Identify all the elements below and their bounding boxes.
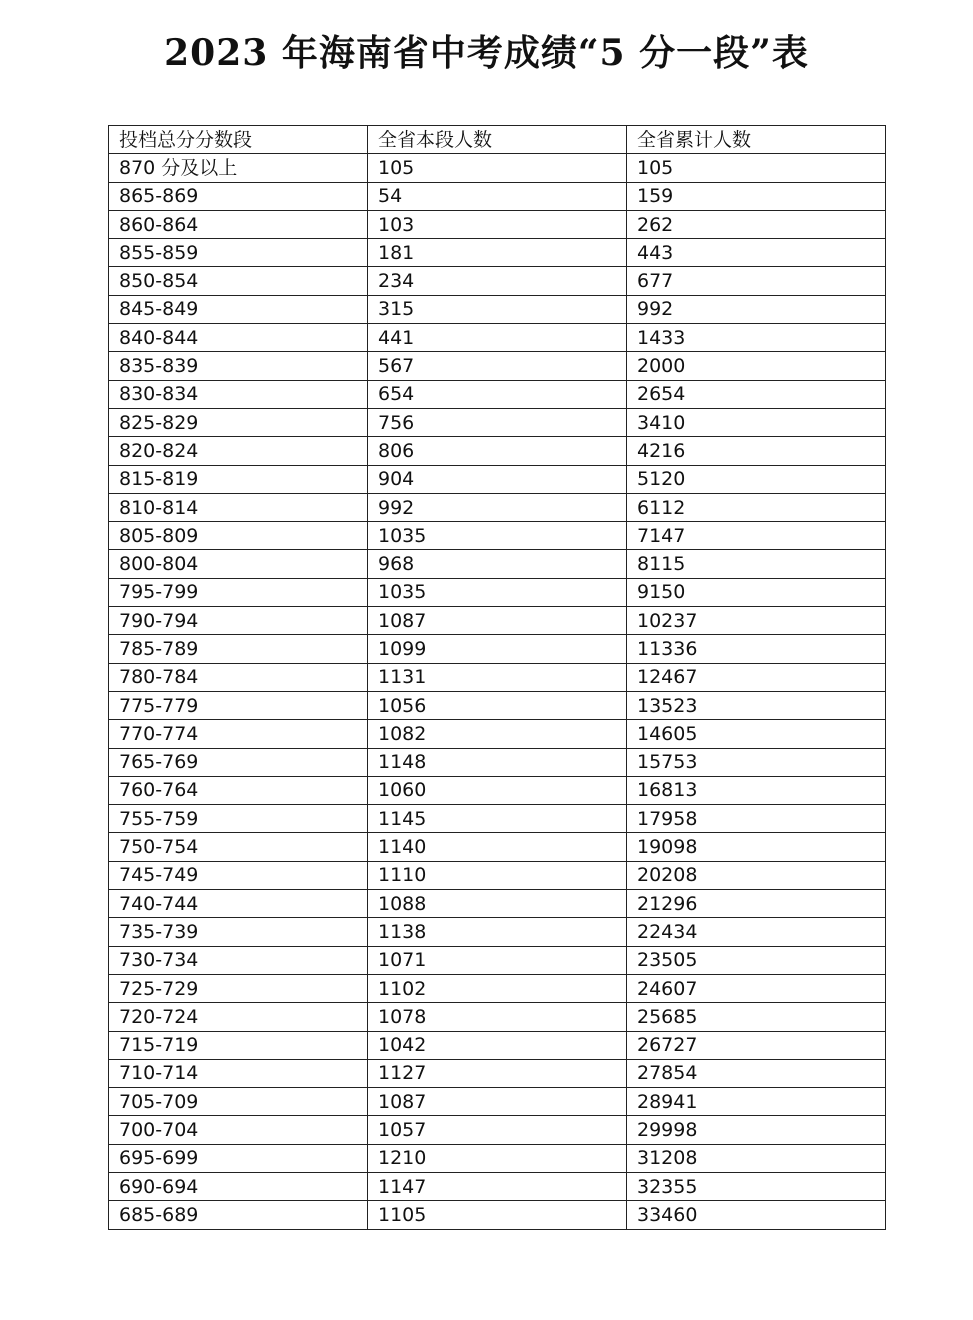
table-row (109, 833, 886, 861)
segment-count-cell: 756 (368, 408, 627, 436)
segment-count-cell: 1131 (368, 663, 627, 691)
table-row (109, 805, 886, 833)
segment-count-cell: 1056 (368, 691, 627, 719)
table-row (109, 861, 886, 889)
table-row (109, 380, 886, 408)
table-row (109, 324, 886, 352)
cumulative-count-cell: 25685 (627, 1003, 886, 1031)
cumulative-count-cell: 262 (627, 210, 886, 238)
table-row (109, 522, 886, 550)
score-range-cell: 785-789 (109, 635, 368, 663)
score-range-cell: 700-704 (109, 1116, 368, 1144)
cumulative-count-cell: 33460 (627, 1201, 886, 1229)
score-range-cell: 690-694 (109, 1172, 368, 1200)
cumulative-count-cell: 5120 (627, 465, 886, 493)
segment-count-cell: 1110 (368, 861, 627, 889)
table-row (109, 267, 886, 295)
cumulative-count-cell: 159 (627, 182, 886, 210)
cumulative-count-cell: 10237 (627, 607, 886, 635)
segment-count-cell: 1087 (368, 607, 627, 635)
cumulative-count-cell: 15753 (627, 748, 886, 776)
segment-count-cell: 904 (368, 465, 627, 493)
segment-count-cell: 1087 (368, 1088, 627, 1116)
segment-count-cell: 234 (368, 267, 627, 295)
segment-count-cell: 654 (368, 380, 627, 408)
segment-count-cell: 1140 (368, 833, 627, 861)
table-body (109, 154, 886, 1229)
table-row (109, 1172, 886, 1200)
table-row (109, 974, 886, 1002)
score-range-cell: 750-754 (109, 833, 368, 861)
cumulative-count-cell: 8115 (627, 550, 886, 578)
score-range-cell: 860-864 (109, 210, 368, 238)
cumulative-count-cell: 4216 (627, 437, 886, 465)
cumulative-count-cell: 21296 (627, 890, 886, 918)
cumulative-count-cell: 24607 (627, 974, 886, 1002)
score-range-cell: 780-784 (109, 663, 368, 691)
table-row (109, 352, 886, 380)
cumulative-count-cell: 6112 (627, 493, 886, 521)
segment-count-cell: 1082 (368, 720, 627, 748)
table-row (109, 1088, 886, 1116)
cumulative-count-cell: 29998 (627, 1116, 886, 1144)
score-range-cell: 745-749 (109, 861, 368, 889)
score-range-cell: 695-699 (109, 1144, 368, 1172)
header-segment-count: 全省本段人数 (368, 126, 627, 154)
score-range-cell: 705-709 (109, 1088, 368, 1116)
cumulative-count-cell: 2654 (627, 380, 886, 408)
table-row (109, 493, 886, 521)
score-range-cell: 725-729 (109, 974, 368, 1002)
score-table (108, 125, 886, 1230)
table-row (109, 748, 886, 776)
cumulative-count-cell: 28941 (627, 1088, 886, 1116)
cumulative-count-cell: 9150 (627, 578, 886, 606)
cumulative-count-cell: 12467 (627, 663, 886, 691)
table-row (109, 1003, 886, 1031)
score-range-cell: 710-714 (109, 1059, 368, 1087)
score-range-cell: 865-869 (109, 182, 368, 210)
score-range-cell: 830-834 (109, 380, 368, 408)
header-cumulative-count: 全省累计人数 (627, 126, 886, 154)
cumulative-count-cell: 26727 (627, 1031, 886, 1059)
table-row (109, 691, 886, 719)
score-range-cell: 740-744 (109, 890, 368, 918)
score-range-cell: 840-844 (109, 324, 368, 352)
segment-count-cell: 1102 (368, 974, 627, 1002)
table-row (109, 1031, 886, 1059)
table-row (109, 720, 886, 748)
score-range-cell: 835-839 (109, 352, 368, 380)
cumulative-count-cell: 14605 (627, 720, 886, 748)
segment-count-cell: 1099 (368, 635, 627, 663)
table-row (109, 239, 886, 267)
segment-count-cell: 968 (368, 550, 627, 578)
score-range-cell: 825-829 (109, 408, 368, 436)
score-range-cell: 755-759 (109, 805, 368, 833)
cumulative-count-cell: 11336 (627, 635, 886, 663)
table-row (109, 182, 886, 210)
segment-count-cell: 1088 (368, 890, 627, 918)
header-score-range: 投档总分分数段 (109, 126, 368, 154)
cumulative-count-cell: 17958 (627, 805, 886, 833)
segment-count-cell: 105 (368, 154, 627, 182)
table-row (109, 946, 886, 974)
segment-count-cell: 1145 (368, 805, 627, 833)
table-row (109, 607, 886, 635)
cumulative-count-cell: 3410 (627, 408, 886, 436)
score-range-cell: 775-779 (109, 691, 368, 719)
segment-count-cell: 1127 (368, 1059, 627, 1087)
cumulative-count-cell: 20208 (627, 861, 886, 889)
score-range-cell: 760-764 (109, 776, 368, 804)
segment-count-cell: 567 (368, 352, 627, 380)
segment-count-cell: 1210 (368, 1144, 627, 1172)
score-range-cell: 730-734 (109, 946, 368, 974)
score-range-cell: 765-769 (109, 748, 368, 776)
segment-count-cell: 806 (368, 437, 627, 465)
table-row (109, 295, 886, 323)
table-row (109, 635, 886, 663)
score-range-cell: 845-849 (109, 295, 368, 323)
segment-count-cell: 103 (368, 210, 627, 238)
cumulative-count-cell: 105 (627, 154, 886, 182)
score-range-cell: 815-819 (109, 465, 368, 493)
score-range-cell: 800-804 (109, 550, 368, 578)
table-row (109, 550, 886, 578)
segment-count-cell: 1035 (368, 522, 627, 550)
cumulative-count-cell: 992 (627, 295, 886, 323)
table-row (109, 890, 886, 918)
cumulative-count-cell: 443 (627, 239, 886, 267)
segment-count-cell: 1105 (368, 1201, 627, 1229)
table-row (109, 663, 886, 691)
table-header-row (109, 126, 886, 154)
score-range-cell: 820-824 (109, 437, 368, 465)
cumulative-count-cell: 1433 (627, 324, 886, 352)
segment-count-cell: 1071 (368, 946, 627, 974)
cumulative-count-cell: 7147 (627, 522, 886, 550)
segment-count-cell: 1060 (368, 776, 627, 804)
table-row (109, 1144, 886, 1172)
cumulative-count-cell: 13523 (627, 691, 886, 719)
score-range-cell: 855-859 (109, 239, 368, 267)
segment-count-cell: 315 (368, 295, 627, 323)
cumulative-count-cell: 27854 (627, 1059, 886, 1087)
score-range-cell: 735-739 (109, 918, 368, 946)
cumulative-count-cell: 22434 (627, 918, 886, 946)
segment-count-cell: 1148 (368, 748, 627, 776)
table-row (109, 437, 886, 465)
segment-count-cell: 441 (368, 324, 627, 352)
segment-count-cell: 181 (368, 239, 627, 267)
segment-count-cell: 1035 (368, 578, 627, 606)
cumulative-count-cell: 2000 (627, 352, 886, 380)
score-range-cell: 795-799 (109, 578, 368, 606)
page-title: 2023 年海南省中考成绩“5 分一段”表 (164, 32, 809, 74)
table-row (109, 210, 886, 238)
score-range-cell: 715-719 (109, 1031, 368, 1059)
cumulative-count-cell: 31208 (627, 1144, 886, 1172)
segment-count-cell: 54 (368, 182, 627, 210)
segment-count-cell: 1042 (368, 1031, 627, 1059)
score-range-cell: 770-774 (109, 720, 368, 748)
segment-count-cell: 1078 (368, 1003, 627, 1031)
segment-count-cell: 1057 (368, 1116, 627, 1144)
table-row (109, 918, 886, 946)
cumulative-count-cell: 16813 (627, 776, 886, 804)
table-row (109, 408, 886, 436)
table-row (109, 776, 886, 804)
table-row (109, 154, 886, 182)
score-range-cell: 850-854 (109, 267, 368, 295)
cumulative-count-cell: 19098 (627, 833, 886, 861)
score-range-cell: 810-814 (109, 493, 368, 521)
score-range-cell: 685-689 (109, 1201, 368, 1229)
score-range-cell: 805-809 (109, 522, 368, 550)
cumulative-count-cell: 32355 (627, 1172, 886, 1200)
score-range-cell: 720-724 (109, 1003, 368, 1031)
cumulative-count-cell: 23505 (627, 946, 886, 974)
table-row (109, 465, 886, 493)
score-range-cell: 790-794 (109, 607, 368, 635)
cumulative-count-cell: 677 (627, 267, 886, 295)
table-row (109, 1201, 886, 1229)
table-row (109, 578, 886, 606)
table-row (109, 1116, 886, 1144)
score-range-cell: 870 分及以上 (109, 154, 368, 182)
segment-count-cell: 1147 (368, 1172, 627, 1200)
segment-count-cell: 1138 (368, 918, 627, 946)
table-row (109, 1059, 886, 1087)
segment-count-cell: 992 (368, 493, 627, 521)
